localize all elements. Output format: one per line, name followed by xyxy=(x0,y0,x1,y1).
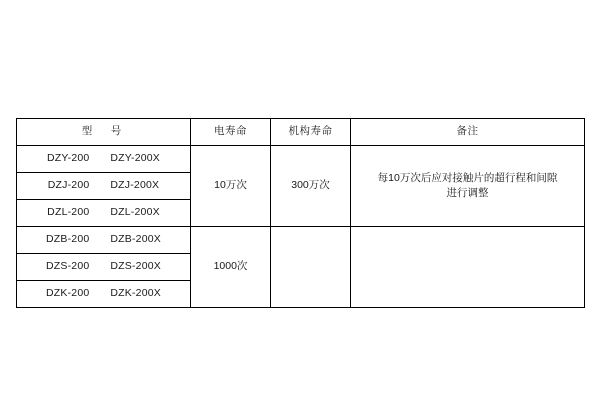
model-cell xyxy=(17,227,191,254)
model-cell xyxy=(17,173,191,200)
header-mechanical-life: 机构寿命 xyxy=(271,119,351,146)
table-row xyxy=(17,227,585,254)
model-cell xyxy=(17,254,191,281)
model-left: DZB-200 xyxy=(46,233,90,246)
header-remark: 备注 xyxy=(351,119,585,146)
model-right: DZK-200X xyxy=(110,287,161,300)
electrical-life-bottom: 1000次 xyxy=(191,227,271,308)
model-right: DZY-200X xyxy=(110,152,161,165)
header-electrical-life: 电寿命 xyxy=(191,119,271,146)
table-header-row xyxy=(17,119,585,146)
model-right: DZS-200X xyxy=(110,260,161,273)
model-right: DZJ-200X xyxy=(110,179,160,192)
specification-table xyxy=(16,118,585,308)
remark-line-1: 每10万次后应对接触片的超行程和间隙 xyxy=(377,171,558,184)
model-right: DZB-200X xyxy=(110,233,161,246)
model-left: DZK-200 xyxy=(46,287,90,300)
model-left: DZS-200 xyxy=(46,260,90,273)
model-left: DZL-200 xyxy=(47,206,90,219)
model-left: DZY-200 xyxy=(46,152,90,165)
model-right: DZL-200X xyxy=(110,206,160,219)
model-cell xyxy=(17,146,191,173)
model-left: DZJ-200 xyxy=(47,179,90,192)
model-cell xyxy=(17,281,191,308)
table-row xyxy=(17,146,585,173)
model-cell xyxy=(17,200,191,227)
mechanical-life-empty xyxy=(271,227,351,308)
mechanical-life-value: 300万次 xyxy=(271,146,351,227)
remark-cell xyxy=(351,146,585,227)
remark-cell-empty xyxy=(351,227,585,308)
remark-line-2: 进行调整 xyxy=(446,187,489,199)
electrical-life-top: 10万次 xyxy=(191,146,271,227)
header-model: 型 号 xyxy=(17,119,191,146)
